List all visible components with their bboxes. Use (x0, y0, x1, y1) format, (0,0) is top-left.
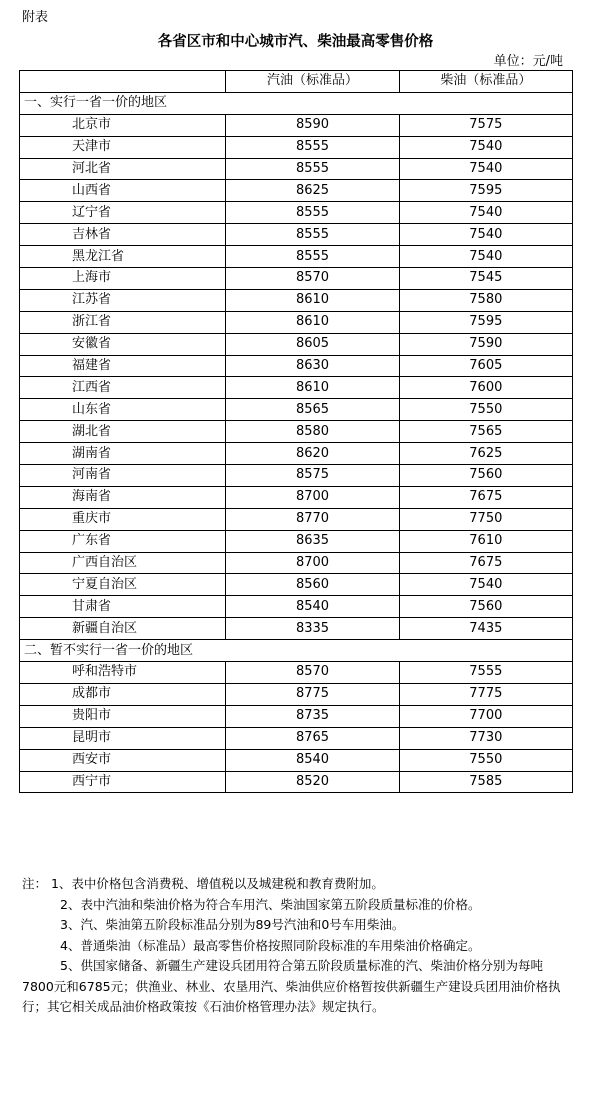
region-cell: 浙江省 (20, 311, 226, 333)
gasoline-price-cell: 8610 (226, 311, 399, 333)
diesel-price-cell: 7540 (399, 158, 572, 180)
table-row (20, 311, 573, 333)
region-cell: 安徽省 (20, 333, 226, 355)
note-item: 3、汽、柴油第五阶段标准品分别为89号汽油和0号车用柴油。 (60, 917, 405, 932)
table-row (20, 705, 573, 727)
region-cell: 黑龙江省 (20, 246, 226, 268)
region-cell: 成都市 (20, 683, 226, 705)
region-cell: 河南省 (20, 465, 226, 487)
table-row (20, 114, 573, 136)
section-2-label: 二、暂不实行一省一价的地区 (20, 640, 573, 662)
diesel-price-cell: 7675 (399, 486, 572, 508)
gasoline-price-cell: 8575 (226, 465, 399, 487)
region-cell: 福建省 (20, 355, 226, 377)
table-row (20, 377, 573, 399)
price-table (19, 70, 573, 793)
table-row (20, 421, 573, 443)
diesel-price-cell: 7545 (399, 268, 572, 290)
region-cell: 山西省 (20, 180, 226, 202)
table-row (20, 333, 573, 355)
table-row (20, 355, 573, 377)
table-row (20, 552, 573, 574)
diesel-price-cell: 7540 (399, 136, 572, 158)
gasoline-price-cell: 8625 (226, 180, 399, 202)
note-item: 2、表中汽油和柴油价格为符合车用汽、柴油国家第五阶段质量标准的价格。 (60, 896, 481, 912)
region-cell: 西宁市 (20, 771, 226, 793)
header-gasoline: 汽油（标准品） (226, 71, 399, 93)
gasoline-price-cell: 8610 (226, 289, 399, 311)
diesel-price-cell: 7750 (399, 508, 572, 530)
gasoline-price-cell: 8555 (226, 136, 399, 158)
region-cell: 呼和浩特市 (20, 662, 226, 684)
section-row (20, 640, 573, 662)
attachment-label: 附表 (22, 10, 49, 25)
gasoline-price-cell: 8555 (226, 202, 399, 224)
table-row (20, 224, 573, 246)
gasoline-price-cell: 8610 (226, 377, 399, 399)
gasoline-price-cell: 8560 (226, 574, 399, 596)
diesel-price-cell: 7540 (399, 246, 572, 268)
unit-label: 单位：元/吨 (493, 54, 563, 69)
gasoline-price-cell: 8590 (226, 114, 399, 136)
table-row (20, 158, 573, 180)
diesel-price-cell: 7540 (399, 202, 572, 224)
note-item: 注： 1、表中价格包含消费税、增值税以及城建税和教育费附加。 (22, 876, 384, 891)
gasoline-price-cell: 8770 (226, 508, 399, 530)
diesel-price-cell: 7610 (399, 530, 572, 552)
table-row (20, 530, 573, 552)
table-row (20, 749, 573, 771)
diesel-price-cell: 7595 (399, 311, 572, 333)
region-cell: 海南省 (20, 486, 226, 508)
region-cell: 广东省 (20, 530, 226, 552)
gasoline-price-cell: 8540 (226, 749, 399, 771)
gasoline-price-cell: 8555 (226, 246, 399, 268)
region-cell: 宁夏自治区 (20, 574, 226, 596)
diesel-price-cell: 7700 (399, 705, 572, 727)
region-cell: 湖北省 (20, 421, 226, 443)
table-row (20, 618, 573, 640)
region-cell: 湖南省 (20, 443, 226, 465)
region-cell: 贵阳市 (20, 705, 226, 727)
notes (22, 874, 570, 1018)
table-row (20, 246, 573, 268)
table-row (20, 180, 573, 202)
gasoline-price-cell: 8620 (226, 443, 399, 465)
gasoline-price-cell: 8540 (226, 596, 399, 618)
gasoline-price-cell: 8555 (226, 158, 399, 180)
diesel-price-cell: 7600 (399, 377, 572, 399)
region-cell: 昆明市 (20, 727, 226, 749)
table-row (20, 683, 573, 705)
diesel-price-cell: 7595 (399, 180, 572, 202)
table-row (20, 289, 573, 311)
region-cell: 江西省 (20, 377, 226, 399)
region-cell: 河北省 (20, 158, 226, 180)
region-cell: 新疆自治区 (20, 618, 226, 640)
table-header-row (20, 71, 573, 93)
diesel-price-cell: 7550 (399, 399, 572, 421)
header-diesel: 柴油（标准品） (399, 71, 572, 93)
diesel-price-cell: 7625 (399, 443, 572, 465)
diesel-price-cell: 7560 (399, 596, 572, 618)
gasoline-price-cell: 8765 (226, 727, 399, 749)
region-cell: 北京市 (20, 114, 226, 136)
diesel-price-cell: 7575 (399, 114, 572, 136)
table-row (20, 771, 573, 793)
diesel-price-cell: 7730 (399, 727, 572, 749)
table-row (20, 399, 573, 421)
header-blank (20, 71, 226, 93)
table-row (20, 136, 573, 158)
diesel-price-cell: 7560 (399, 465, 572, 487)
gasoline-price-cell: 8570 (226, 662, 399, 684)
diesel-price-cell: 7555 (399, 662, 572, 684)
diesel-price-cell: 7775 (399, 683, 572, 705)
region-cell: 上海市 (20, 268, 226, 290)
table-row (20, 727, 573, 749)
gasoline-price-cell: 8635 (226, 530, 399, 552)
gasoline-price-cell: 8775 (226, 683, 399, 705)
gasoline-price-cell: 8520 (226, 771, 399, 793)
region-cell: 甘肃省 (20, 596, 226, 618)
gasoline-price-cell: 8630 (226, 355, 399, 377)
gasoline-price-cell: 8735 (226, 705, 399, 727)
gasoline-price-cell: 8605 (226, 333, 399, 355)
gasoline-price-cell: 8580 (226, 421, 399, 443)
gasoline-price-cell: 8555 (226, 224, 399, 246)
section-1-label: 一、实行一省一价的地区 (20, 92, 573, 114)
region-cell: 天津市 (20, 136, 226, 158)
diesel-price-cell: 7435 (399, 618, 572, 640)
region-cell: 广西自治区 (20, 552, 226, 574)
table-row (20, 465, 573, 487)
table-row (20, 443, 573, 465)
diesel-price-cell: 7585 (399, 771, 572, 793)
region-cell: 山东省 (20, 399, 226, 421)
region-cell: 西安市 (20, 749, 226, 771)
diesel-price-cell: 7565 (399, 421, 572, 443)
table-row (20, 202, 573, 224)
gasoline-price-cell: 8700 (226, 552, 399, 574)
diesel-price-cell: 7580 (399, 289, 572, 311)
diesel-price-cell: 7605 (399, 355, 572, 377)
region-cell: 吉林省 (20, 224, 226, 246)
diesel-price-cell: 7550 (399, 749, 572, 771)
region-cell: 重庆市 (20, 508, 226, 530)
section-row (20, 92, 573, 114)
note-item: 5、供国家储备、新疆生产建设兵团用符合第五阶段质量标准的汽、柴油价格分别为每吨7800元和6785元；供渔业、林业、农垦用汽、柴油供应价格暂按供新疆生产建设兵团用油价格执行；其它相关成品油价格政策按《石油价格管理办法》规定执行。 (22, 958, 561, 1014)
diesel-price-cell: 7590 (399, 333, 572, 355)
note-item: 4、普通柴油（标准品）最高零售价格按照同阶段标准的车用柴油价格确定。 (60, 937, 481, 953)
gasoline-price-cell: 8335 (226, 618, 399, 640)
table-row (20, 268, 573, 290)
page-title: 各省区市和中心城市汽、柴油最高零售价格 (157, 34, 434, 50)
region-cell: 江苏省 (20, 289, 226, 311)
gasoline-price-cell: 8700 (226, 486, 399, 508)
table-row (20, 486, 573, 508)
diesel-price-cell: 7540 (399, 574, 572, 596)
region-cell: 辽宁省 (20, 202, 226, 224)
gasoline-price-cell: 8570 (226, 268, 399, 290)
table-row (20, 508, 573, 530)
diesel-price-cell: 7675 (399, 552, 572, 574)
table-row (20, 574, 573, 596)
table-row (20, 662, 573, 684)
table-row (20, 596, 573, 618)
diesel-price-cell: 7540 (399, 224, 572, 246)
gasoline-price-cell: 8565 (226, 399, 399, 421)
